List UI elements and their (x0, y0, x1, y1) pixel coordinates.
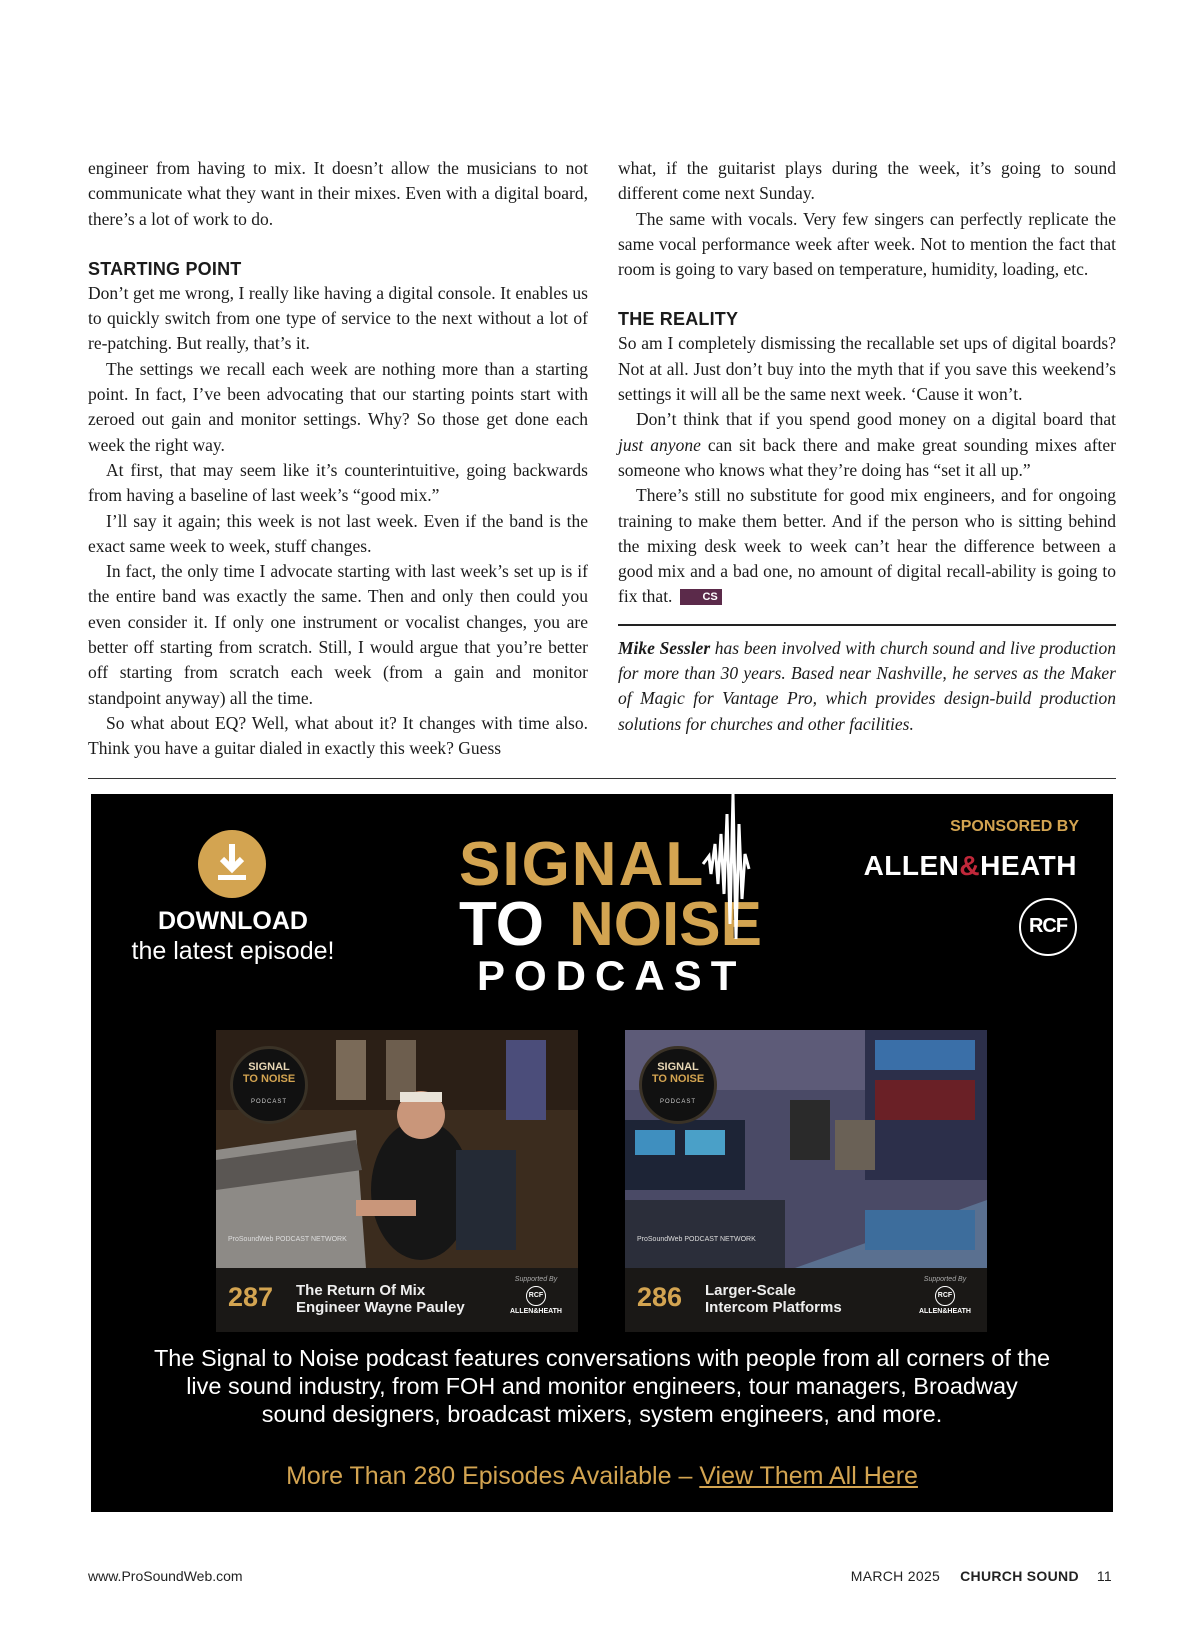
magazine-name: CHURCH SOUND (960, 1568, 1079, 1584)
paragraph (618, 407, 1116, 483)
bio-text: has been involved with church sound and live production for more than 30 years. Based near Nashville, he serves as the Maker of Magic for Vantage Pro, which provides design-build production solutions for churches and other facilities. (618, 637, 1117, 734)
network-label: ProSoundWeb PODCAST NETWORK (637, 1236, 756, 1243)
episode-sponsors (506, 1276, 566, 1315)
supported-by-label: Supported By (923, 1276, 967, 1283)
rcf-logo: RCF (526, 1286, 546, 1306)
podcast-ad-banner[interactable] (91, 794, 1113, 1512)
paragraph: what, if the guitarist plays during the week, it’s going to sound different come next Sunday. (618, 158, 1116, 204)
podcast-badge (639, 1046, 717, 1124)
sponsored-by-label: SPONSORED BY (950, 818, 1079, 835)
paragraph: I’ll say it again; this week is not last week. Even if the band is the exact same week to week, stuff changes. (88, 510, 588, 556)
footer-website: www.ProSoundWeb.com (88, 1568, 243, 1584)
download-subtitle: the latest episode! (131, 937, 335, 965)
paragraph: So what about EQ? Well, what about it? It changes with time also. Think you have a guitar dialed in exactly this week? Guess (88, 712, 588, 759)
episode-title (296, 1282, 496, 1316)
badge-line: PODCAST (250, 1099, 287, 1105)
allen-heath-logo: ALLEN&HEATH (510, 1308, 562, 1315)
network-label: ProSoundWeb PODCAST NETWORK (228, 1236, 347, 1243)
author-name: Mike Sessler (618, 637, 711, 658)
episodes-cta (91, 1462, 1113, 1491)
logo-text: ALLEN (863, 850, 960, 881)
footer-issue-info (851, 1568, 1112, 1584)
author-bio (618, 624, 1116, 737)
view-all-link[interactable]: View Them All Here (699, 1462, 918, 1490)
logo-signal: SIGNAL (459, 830, 706, 899)
podcast-badge (230, 1046, 308, 1124)
episode-title (705, 1282, 905, 1316)
logo-to: TO (459, 890, 544, 959)
paragraph: Don’t get me wrong, I really like having a digital console. It enables us to quickly switch from one type of service to the next without a lot of re-patching. But really, that’s it. (88, 282, 588, 354)
italic-text: just anyone (618, 434, 701, 455)
end-mark-badge: CS (680, 589, 721, 605)
rcf-logo: RCF (1019, 898, 1077, 956)
download-icon[interactable] (198, 830, 266, 898)
supported-by-label: Supported By (514, 1276, 558, 1283)
paragraph: engineer from having to mix. It doesn’t allow the musicians to not communicate what they want in their mixes. Even with a digital board, there’s a lot of work to do. (88, 158, 588, 229)
episode-sponsors (915, 1276, 975, 1315)
logo-podcast: PODCAST (477, 952, 746, 999)
episode-info-bar (216, 1268, 578, 1332)
paragraph: At first, that may seem like it’s counterintuitive, going backwards from having a baseline of last week’s “good mix.” (88, 459, 588, 506)
rcf-logo: RCF (935, 1286, 955, 1306)
allen-heath-logo (864, 850, 1077, 882)
article-right-column (618, 156, 1116, 737)
badge-line: TO NOISE (651, 1073, 705, 1085)
episode-number: 286 (637, 1282, 683, 1312)
divider (88, 778, 1116, 779)
article-left-column (88, 156, 588, 762)
logo-noise: NOISE (569, 890, 762, 959)
cta-text: More Than 280 Episodes Available – (286, 1462, 700, 1490)
podcast-description: The Signal to Noise podcast features conversations with people from all corners of the live sound industry, from FOH and monitor engineers, tour managers, Broadway sound designers, broadcast mixers, system engineers, and more. (153, 1345, 1051, 1427)
badge-line: TO NOISE (242, 1073, 296, 1085)
logo-text: HEATH (980, 850, 1077, 881)
paragraph: The same with vocals. Very few singers can perfectly replicate the same vocal performance week after week. Not to mention the fact that room is going to vary based on temperature, humidity, loading, etc. (618, 208, 1116, 280)
paragraph: In fact, the only time I advocate starting with last week’s set up is if the entire band was exactly the same. Then and only then could you even consider it. If only one instrument or vocalist changes, you are better off starting from scratch. Still, I would argue that you’re better off starting from scratch each week (from a gain and monitor standpoint anyway) all the time. (88, 561, 588, 708)
section-heading: THE REALITY (618, 309, 739, 330)
episode-card[interactable] (216, 1030, 578, 1332)
text-run: Don’t think that if you spend good money on a digital board that (636, 409, 1116, 430)
badge-line: SIGNAL (657, 1061, 699, 1073)
text-run: There’s still no substitute for good mix engineers, and for ongoing training to make them better. And if the person who is sitting behind the mixing desk week to week can’t hear the difference between a good mix and a bad one, no amount of digital recall-ability is going to fix that. (618, 485, 1116, 607)
badge-line: SIGNAL (248, 1061, 290, 1073)
episode-info-bar (625, 1268, 987, 1332)
episode-title-line: Engineer Wayne Pauley (296, 1299, 465, 1316)
logo-ampersand: & (959, 850, 981, 881)
download-title: DOWNLOAD (158, 907, 308, 935)
episode-number: 287 (228, 1282, 274, 1312)
paragraph: The settings we recall each week are nothing more than a starting point. In fact, I’ve been advocating that our starting points start with zeroed out gain and monitor settings. Why? So those get done each week the right way. (88, 358, 588, 455)
episode-card[interactable] (625, 1030, 987, 1332)
paragraph: So am I completely dismissing the recallable set ups of digital boards? Not at all. Just don’t buy into the myth that if you save this weekend’s settings it will all be the same next week. ‘Cause it won’t. (618, 333, 1116, 405)
episode-title-line: The Return Of Mix (296, 1282, 426, 1299)
waveform-icon (701, 794, 751, 944)
episode-title-line: Intercom Platforms (705, 1299, 842, 1316)
page-number: 11 (1096, 1568, 1112, 1584)
text-run: can sit back there and make great sounding mixes after someone who knows what they’re doing has “set it all up.” (618, 434, 1116, 480)
bio-paragraph (618, 636, 1116, 737)
issue-date: MARCH 2025 (850, 1568, 941, 1584)
paragraph (618, 483, 1116, 609)
episode-title-line: Larger-Scale (705, 1282, 796, 1299)
badge-line: PODCAST (659, 1099, 696, 1105)
allen-heath-logo: ALLEN&HEATH (919, 1308, 971, 1315)
section-heading: STARTING POINT (88, 258, 242, 279)
